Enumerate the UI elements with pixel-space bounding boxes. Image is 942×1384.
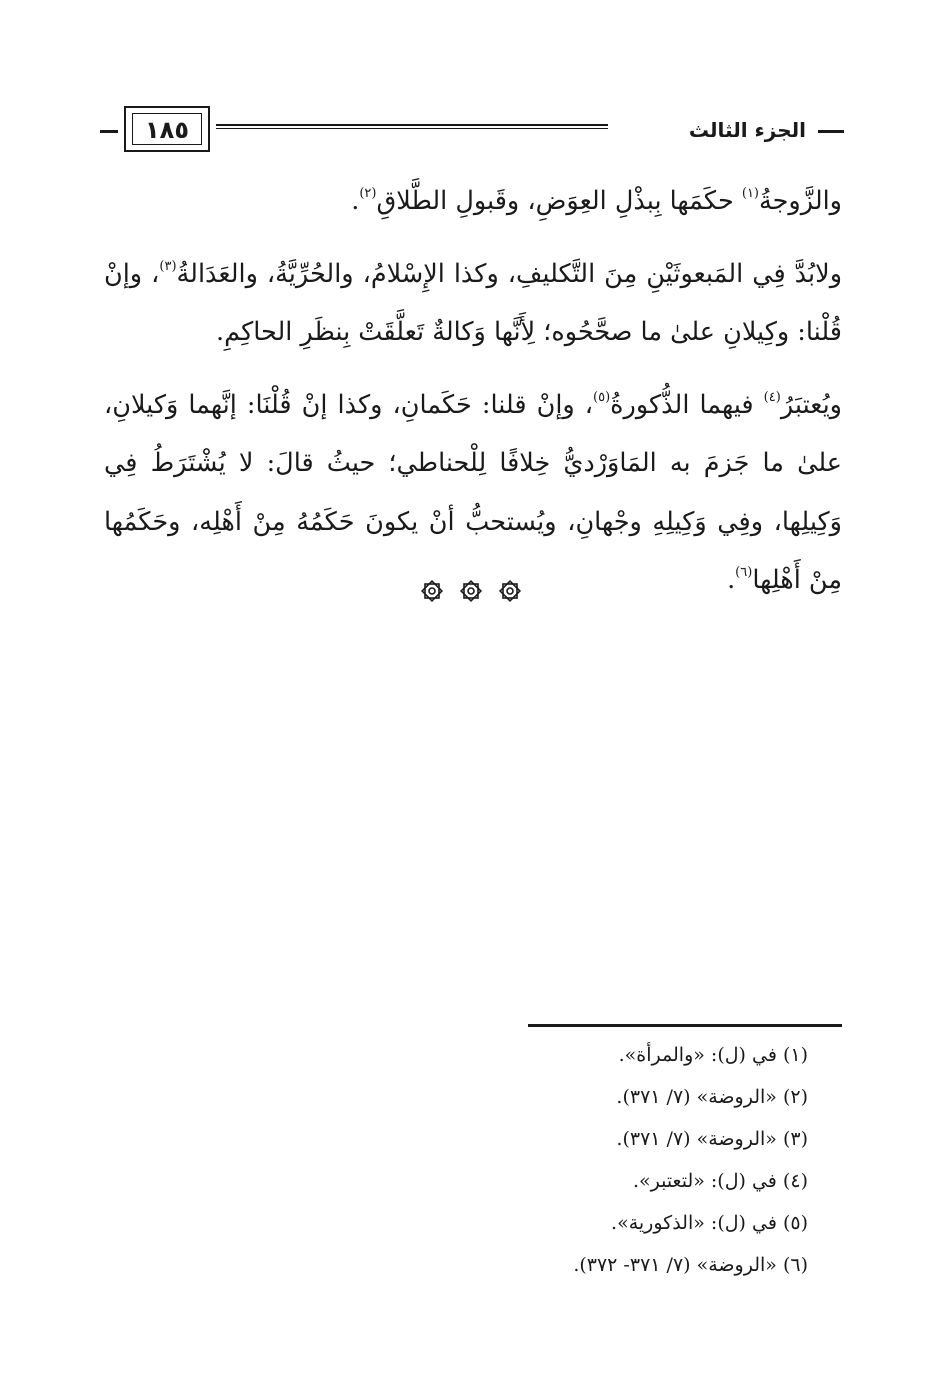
paragraph-1-part-c: . <box>351 186 360 216</box>
footnote-3: (٣) «الروضة» (٧/ ٣٧١). <box>616 1128 808 1150</box>
paragraph-2-part-b: ، وإنْ قُلْنا: وكِيلانِ علىٰ ما صحَّحُوه؛ لِأَنَّها وَكالةٌ تَعلَّقَتْ بِنظَرِ الحاكِمِ. <box>104 258 842 347</box>
paragraph-3 <box>104 376 842 610</box>
header-dash-left <box>100 130 118 133</box>
page-header <box>100 100 844 160</box>
paragraph-2 <box>104 245 842 362</box>
header-rule <box>216 124 608 129</box>
eight-point-star-icon <box>497 578 523 604</box>
footnote-ref-3[interactable]: (٣) <box>159 258 177 274</box>
body-text <box>104 172 842 624</box>
page-number: ١٨٥ <box>132 113 202 145</box>
eight-point-star-icon <box>419 578 445 604</box>
paragraph-1 <box>104 172 842 231</box>
footnotes <box>400 1034 808 1286</box>
paragraph-3-part-d: . <box>727 565 736 595</box>
footnote-6: (٦) «الروضة» (٧/ ٣٧١- ٣٧٢). <box>573 1254 808 1276</box>
paragraph-2-part-a: ولابُدَّ فِي المَبعوثَيْنِ مِنَ التَّكليفِ، وكذا الإِسْلامُ، والحُرِّيَّةُ، والعَدَالةُ <box>176 258 843 289</box>
paragraph-3-part-a: ويُعتبَرُ <box>780 389 842 420</box>
paragraph-1-part-a: والزَّوجةُ <box>759 186 842 216</box>
page-number-frame <box>124 106 210 152</box>
paragraph-1-part-b: حكَمَها بِبذْلِ العِوَضِ، وقَبولِ الطَّلاقِ <box>376 186 742 216</box>
footnote-4: (٤) في (ل): «لتعتبر». <box>632 1170 808 1192</box>
footnote-separator <box>528 1024 842 1027</box>
header-dash-right <box>818 130 844 133</box>
footnote-ref-4[interactable]: (٤) <box>763 389 781 405</box>
footnote-1: (١) في (ل): «والمرأة». <box>618 1044 808 1066</box>
paragraph-3-part-c: ، وإنْ قلنا: حَكَمانِ، وكذا إنْ قُلْنَا: إنَّهما وَكيلانِ، علىٰ ما جَزمَ به المَاوَرْديُّ خِلافًا لِلْحناطي؛ حيثُ قالَ: لا يُشْتَرَطُ فِي وَكِيلِها، وفِي وَكِيلِهِ وجْهانِ، ويُستحبُّ أنْ يكونَ حَكَمُهُ مِنْ أَهْلِه، وحَكَمُها مِنْ أَهْلِها <box>104 389 842 595</box>
footnote-ref-6[interactable]: (٦) <box>735 565 753 580</box>
footnote-ref-1[interactable]: (١) <box>741 186 759 201</box>
header-title: الجزء الثالث <box>688 118 806 142</box>
footnote-ref-2[interactable]: (٢) <box>359 186 377 201</box>
eight-point-star-icon <box>458 578 484 604</box>
footnote-2: (٢) «الروضة» (٧/ ٣٧١). <box>616 1086 808 1108</box>
paragraph-3-part-b: فيهما الذُّكورةُ <box>610 389 764 420</box>
footnote-ref-5[interactable]: (٥) <box>593 389 611 405</box>
section-end-ornaments <box>0 578 942 608</box>
footnote-5: (٥) في (ل): «الذكورية». <box>611 1212 808 1234</box>
